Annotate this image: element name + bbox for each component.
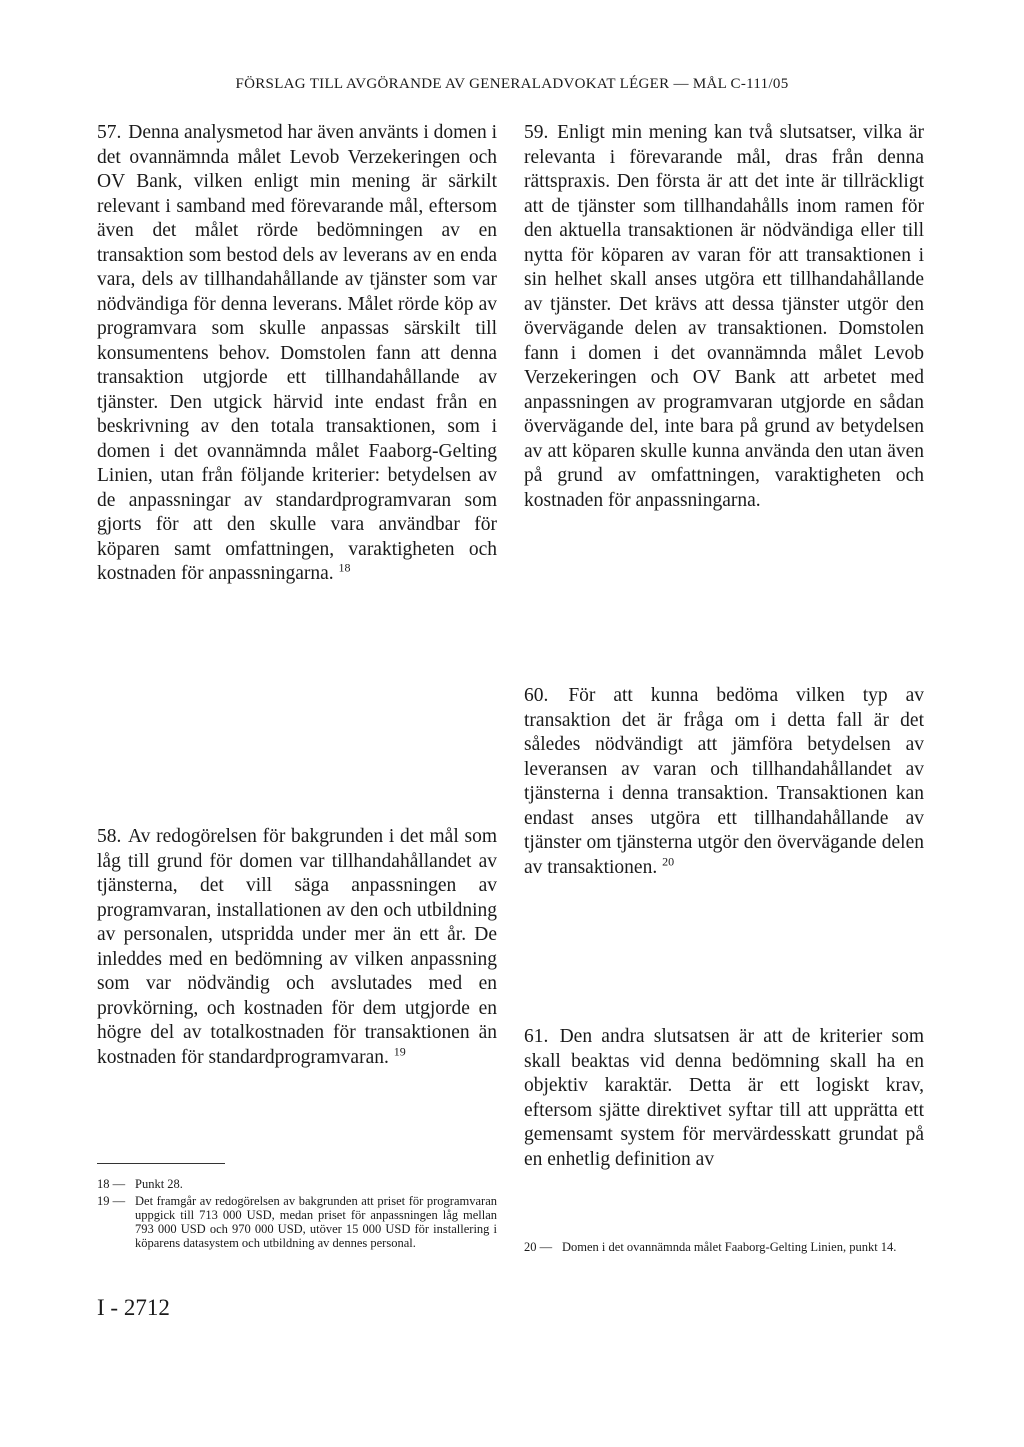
paragraph-61	[524, 1025, 924, 1172]
paragraph-60	[524, 684, 924, 880]
paragraph-number: 60.	[524, 685, 549, 706]
paragraph-text: För att kunna bedöma vilken typ av transaktion det är fråga om i detta fall är det således nödvändigt att jämföra betydelsen av leveransen av varan och tillhandahållandet av tjänsterna i denna transaktion. Transaktionen kan endast anses utgöra ett tillhandahållande av tjänster om tjänsterna utgör den övervägande delen av transaktionen.	[524, 685, 925, 878]
paragraph-text: Av redogörelsen för bakgrunden i det mål som låg till grund för domen var tillhandahållandet av tjänsterna, det vill säga anpassningen av programvaran, installationen av den och utbildning av personalen, utspridda under mer än ett år. De inleddes med en bedömning av vilken anpassning som var nödvändig och avslutades med en provkörning, och kostnaden för dem utgjorde en högre del av totalkostnaden för transaktionen än kostnaden för standardprogramvaran.	[97, 826, 497, 1068]
paragraph-number: 59.	[524, 122, 549, 143]
footnotes-right	[524, 1240, 924, 1254]
paragraph-text: Enligt min mening kan två slutsatser, vilka är relevanta i förevarande mål, dras från denna rättspraxis. Den första är att det inte är tillräckligt att de tjänster som tillhandahålls inom ramen för den aktuella transaktionen är nödvändiga eller till nytta för köparen av varan för att transaktionen i sin helhet skall anses utgöra ett tillhandahållande av tjänster. Det krävs att dessa tjänster utgör den övervägande delen av transaktionen. Domstolen fann i domen i det ovannämnda målet Levob Verzekeringen och OV Bank att arbetet med anpassningen av programvaran utgjorde en sådan övervägande del, inte bara på grund av betydelsen av att köparen skulle kunna använda den utan även på grund av omfattningen, varaktigheten och kostnaden för anpassningarna.	[524, 122, 924, 511]
paragraph-text: Den andra slutsatsen är att de kriterier som skall beaktas vid denna bedömning skall ha en objektiv karaktär. Detta är ett logiskt krav, eftersom sjätte direktivet syftar till att upprätta ett gemensamt system för mervärdesskatt grundat på en enhetlig definition av	[524, 1026, 925, 1170]
footnote-18: 18 — Punkt 28.	[97, 1177, 183, 1191]
paragraph-58	[97, 825, 497, 1070]
paragraph-text: Denna analysmetod har även använts i domen i det ovannämnda målet Levob Verzekeringen och OV Bank, vilken enligt min mening är särkilt relevant i samband med förevarande mål, eftersom även det målet rörde bedömningen av en transaktion som bestod dels av leverans av en enda vara, dels av tillhandahållande av tjänster som var nödvändiga för denna leverans. Målet rörde köp av programvara som skulle anpassas särskilt till konsumentens behov. Domstolen fann att denna transaktion utgjorde ett tillhandahållande av tjänster. Den utgick härvid inte endast från en beskrivning av den totala transaktionen, som i domen i det ovannämnda målet Faaborg-Gelting Linien, utan från följande kriterier: betydelsen av de anpassningar av standardprogramvaran som gjorts för att den skulle vara användbar för köparen samt omfattningen, varaktigheten och kostnaden för anpassningarna.	[97, 122, 498, 584]
footnote-divider	[97, 1163, 225, 1164]
paragraph-number: 57.	[97, 122, 122, 143]
paragraph-number: 58.	[97, 826, 122, 847]
footnote-ref-20: 20	[662, 854, 675, 868]
paragraph-number: 61.	[524, 1026, 549, 1047]
paragraph-57	[97, 121, 497, 587]
footnote-ref-18: 18	[338, 560, 351, 575]
paragraph-59	[524, 121, 924, 513]
footnote-ref-19: 19	[393, 1044, 406, 1058]
footnote-19: 19 — Det framgår av redogörelsen av bakgrunden att priset för programvaran uppgick till 713 000 USD, medan priset för anpassningen låg mellan 793 000 USD och 970 000 USD, utöver 15 000 USD för installering i köparens datasystem och utbildning av dennes personal.	[97, 1194, 497, 1250]
footnotes-left	[97, 1177, 497, 1250]
page-header: FÖRSLAG TILL AVGÖRANDE AV GENERALADVOKAT LÉGER — MÅL C-111/05	[235, 76, 789, 92]
page-folio: I - 2712	[97, 1295, 170, 1320]
footnote-20: 20 — Domen i det ovannämnda målet Faaborg-Gelting Linien, punkt 14.	[524, 1240, 897, 1254]
